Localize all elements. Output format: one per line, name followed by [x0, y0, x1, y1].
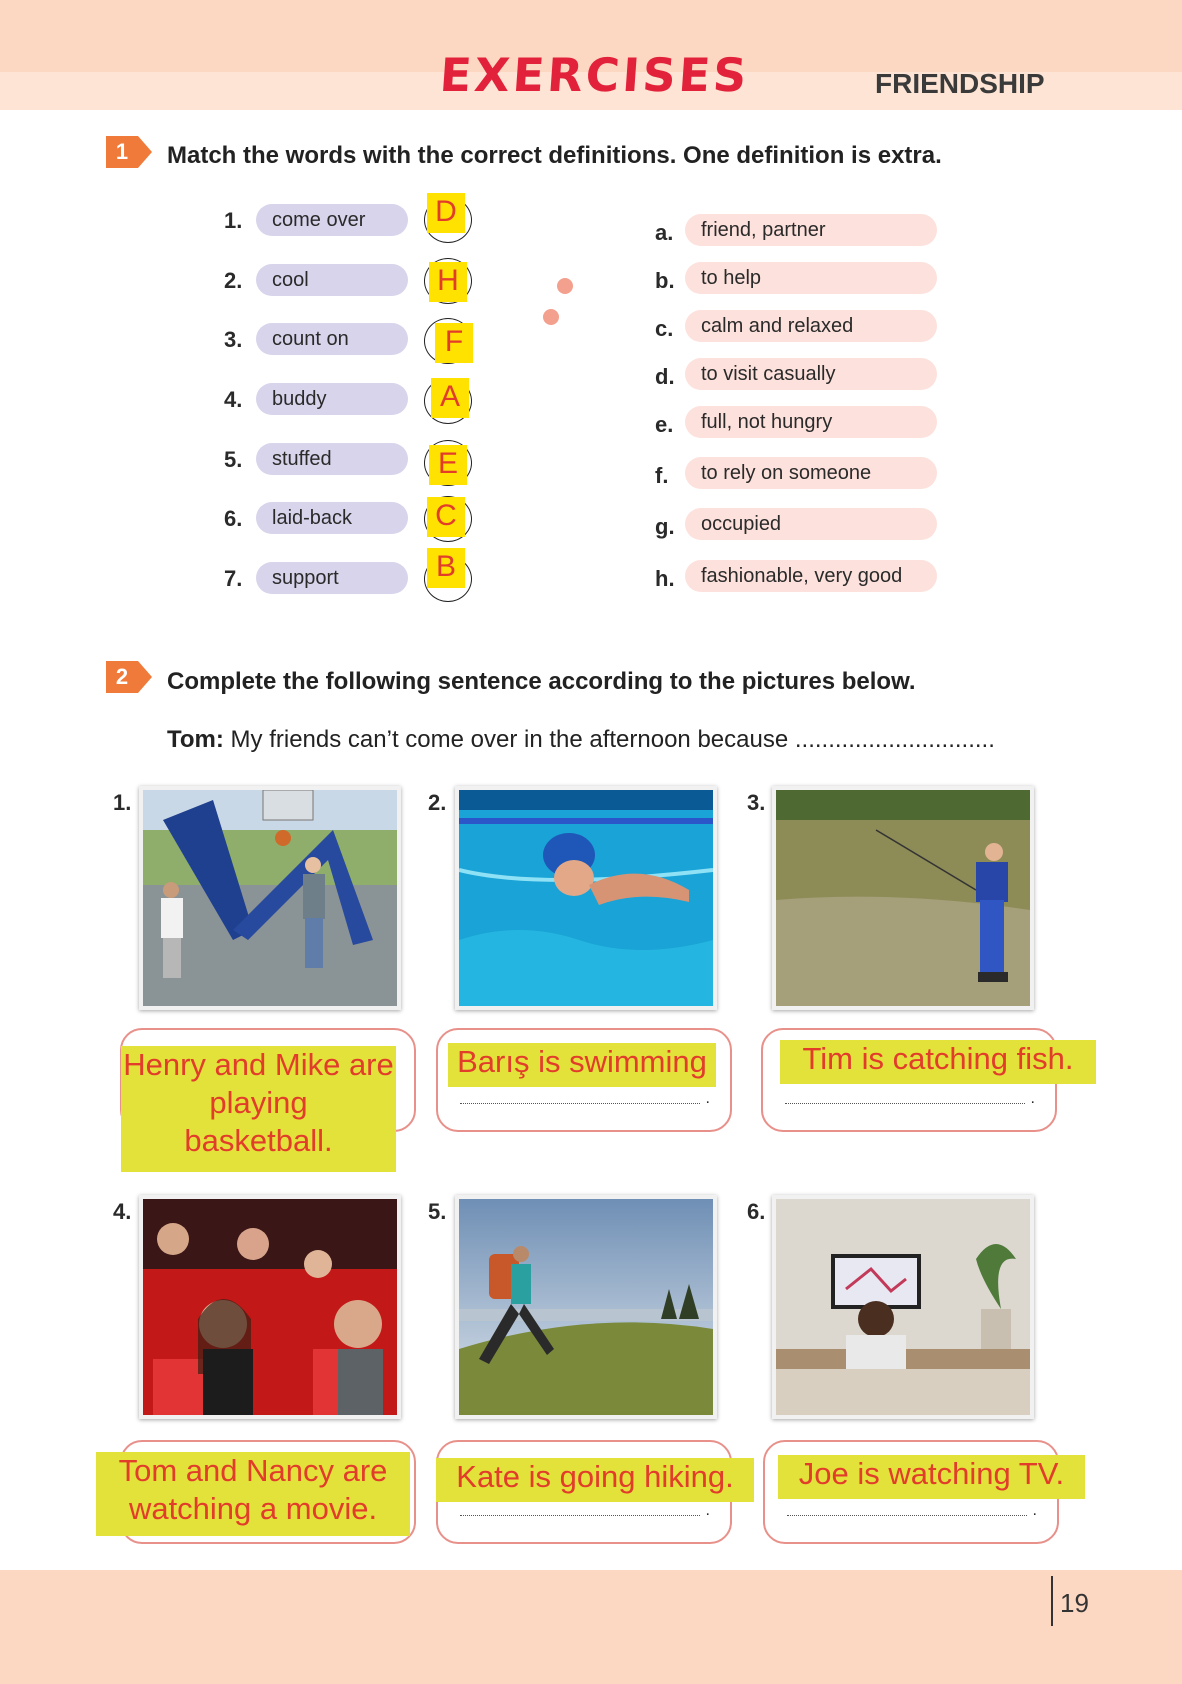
- dotted-line: [787, 1515, 1027, 1516]
- answer-text-2: [448, 1043, 716, 1087]
- exercise-2-instruction: Complete the following sentence according to the pictures below.: [167, 668, 916, 695]
- dotted-line: [785, 1103, 1025, 1104]
- picture-number: 3.: [747, 790, 766, 815]
- sentence-text: My friends can’t come over in the afternoon because ..............................: [230, 726, 995, 753]
- picture-number: 4.: [113, 1199, 132, 1224]
- word-number: 7.: [224, 566, 243, 591]
- answer-line: Joe is watching TV.: [798, 1456, 1065, 1491]
- period-mark: .: [705, 1090, 710, 1107]
- definition-text: to visit casually: [685, 358, 937, 390]
- definition-text: friend, partner: [685, 214, 937, 246]
- answer-line: Kate is going hiking.: [456, 1459, 734, 1494]
- tv-photo: [772, 1195, 1034, 1419]
- picture-number: 6.: [747, 1199, 766, 1224]
- page-rule: [1051, 1576, 1053, 1626]
- period-mark: .: [705, 1502, 710, 1519]
- definition-letter: b.: [655, 268, 675, 293]
- dotted-line: [460, 1103, 700, 1104]
- word-text: buddy: [256, 383, 408, 415]
- speaker-label: Tom:: [167, 726, 224, 753]
- definition-letter: g.: [655, 514, 675, 539]
- connector-dot: [543, 309, 559, 325]
- answer-line: Barış is swimming: [457, 1044, 707, 1079]
- word-number: 5.: [224, 447, 243, 472]
- answer-letter[interactable]: D: [427, 193, 465, 233]
- word-text: come over: [256, 204, 408, 236]
- arrow-icon: [138, 661, 152, 693]
- definition-letter: a.: [655, 220, 674, 245]
- word-text: count on: [256, 323, 408, 355]
- definition-letter: d.: [655, 364, 675, 389]
- answer-line: playing: [209, 1085, 308, 1120]
- definition-text: calm and relaxed: [685, 310, 937, 342]
- picture-number: 1.: [113, 790, 132, 815]
- word-number: 2.: [224, 268, 243, 293]
- fishing-photo: [772, 786, 1034, 1010]
- answer-text-6: [778, 1455, 1085, 1499]
- word-text: laid-back: [256, 502, 408, 534]
- hiking-photo: [455, 1195, 717, 1419]
- word-text: stuffed: [256, 443, 408, 475]
- footer-band: [0, 1570, 1182, 1684]
- picture-number: 2.: [428, 790, 447, 815]
- exercise-1-badge: [106, 136, 148, 168]
- answer-line: Henry and Mike are: [123, 1047, 394, 1082]
- definition-text: fashionable, very good: [685, 560, 937, 592]
- unit-title: FRIENDSHIP: [875, 68, 1045, 99]
- picture-number: 5.: [428, 1199, 447, 1224]
- word-number: 4.: [224, 387, 243, 412]
- page-number: 19: [1060, 1588, 1089, 1618]
- exercise-1-instruction: Match the words with the correct definitions. One definition is extra.: [167, 142, 942, 169]
- definition-text: to help: [685, 262, 937, 294]
- arrow-icon: [138, 136, 152, 168]
- definition-letter: e.: [655, 412, 674, 437]
- answer-letter[interactable]: E: [429, 445, 467, 485]
- word-text: support: [256, 562, 408, 594]
- exercise-2-badge: [106, 661, 148, 693]
- answer-line: Tim is catching fish.: [802, 1041, 1074, 1076]
- answer-text-1: [121, 1046, 396, 1172]
- definition-text: occupied: [685, 508, 937, 540]
- answer-letter[interactable]: H: [429, 262, 467, 302]
- sentence-stem: [167, 726, 995, 754]
- connector-dot: [557, 278, 573, 294]
- swimming-photo: [455, 786, 717, 1010]
- word-number: 3.: [224, 327, 243, 352]
- answer-letter[interactable]: B: [427, 548, 465, 588]
- definition-letter: c.: [655, 316, 674, 341]
- answer-text-4: [96, 1452, 410, 1536]
- answer-letter[interactable]: A: [431, 378, 469, 418]
- answer-line: Tom and Nancy are: [118, 1453, 388, 1488]
- basketball-photo: [139, 786, 401, 1010]
- answer-letter[interactable]: F: [435, 323, 473, 363]
- period-mark: .: [1032, 1502, 1037, 1519]
- word-number: 1.: [224, 208, 243, 233]
- definition-letter: f.: [655, 463, 669, 488]
- answer-text-5: [436, 1458, 754, 1502]
- answer-line: basketball.: [184, 1123, 333, 1158]
- dotted-line: [460, 1515, 700, 1516]
- definition-letter: h.: [655, 566, 675, 591]
- word-number: 6.: [224, 506, 243, 531]
- exercise-number: 1: [106, 136, 138, 168]
- exercise-number: 2: [106, 661, 138, 693]
- cinema-photo: [139, 1195, 401, 1419]
- definition-text: to rely on someone: [685, 457, 937, 489]
- answer-letter[interactable]: C: [427, 497, 465, 537]
- word-text: cool: [256, 264, 408, 296]
- answer-text-3: [780, 1040, 1096, 1084]
- definition-text: full, not hungry: [685, 406, 937, 438]
- answer-line: watching a movie.: [128, 1491, 378, 1526]
- period-mark: .: [1030, 1090, 1035, 1107]
- page-title: EXERCISES: [438, 48, 752, 102]
